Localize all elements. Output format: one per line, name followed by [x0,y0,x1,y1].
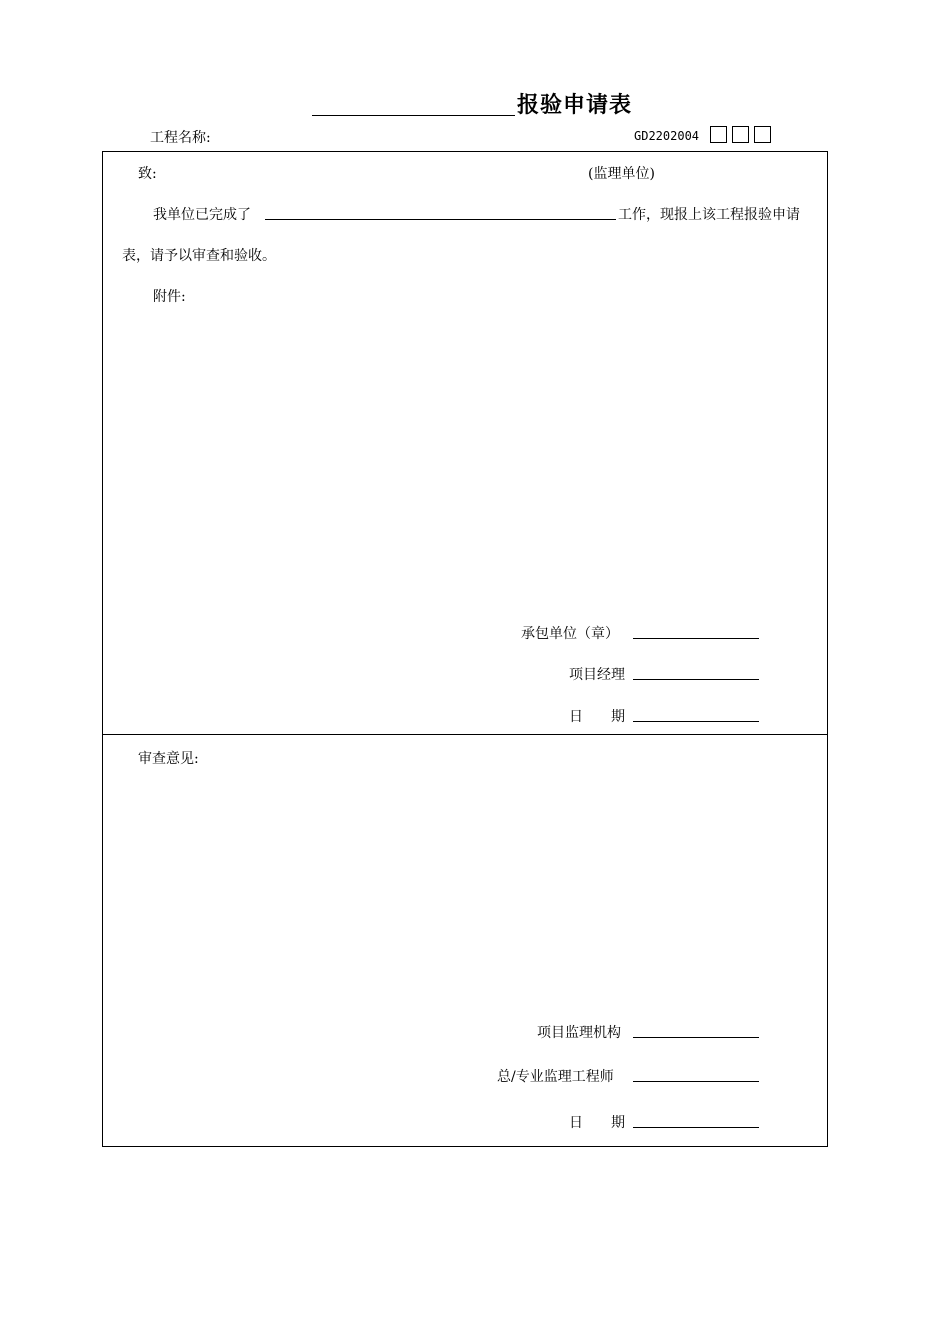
title-blank-line[interactable] [312,115,515,116]
attachment-label: 附件: [153,289,186,305]
sentence-part3: 表，请予以审查和验收。 [122,248,276,264]
code-box-3[interactable] [754,126,771,143]
completed-work-field[interactable] [265,219,616,220]
form-frame [102,151,828,1147]
to-label: 致: [138,166,157,182]
form-code: GD2202004 [634,129,700,143]
section-divider [102,734,828,735]
code-box-2[interactable] [732,126,749,143]
manager-label: 项目经理 [569,667,625,683]
date-field-2[interactable] [633,1127,759,1128]
supervisor-unit-hint: (监理单位) [588,166,655,182]
date-field-1[interactable] [633,721,759,722]
sentence-part2: 工作，现报上该工程报验申请 [618,207,800,223]
contractor-field[interactable] [633,638,759,639]
code-box-1[interactable] [710,126,727,143]
date-label-2: 日 期 [569,1115,625,1131]
project-name-label: 工程名称: [150,130,211,146]
engineer-label: 总/专业监理工程师 [497,1069,614,1085]
page-title: 报验申请表 [517,93,633,118]
contractor-label: 承包单位（章） [521,626,619,642]
engineer-field[interactable] [633,1081,759,1082]
org-field[interactable] [633,1037,759,1038]
manager-field[interactable] [633,679,759,680]
sentence-part1: 我单位已完成了 [153,207,251,223]
org-label: 项目监理机构 [537,1025,621,1041]
opinion-label: 审查意见: [138,751,199,767]
date-label-1: 日 期 [569,709,625,725]
